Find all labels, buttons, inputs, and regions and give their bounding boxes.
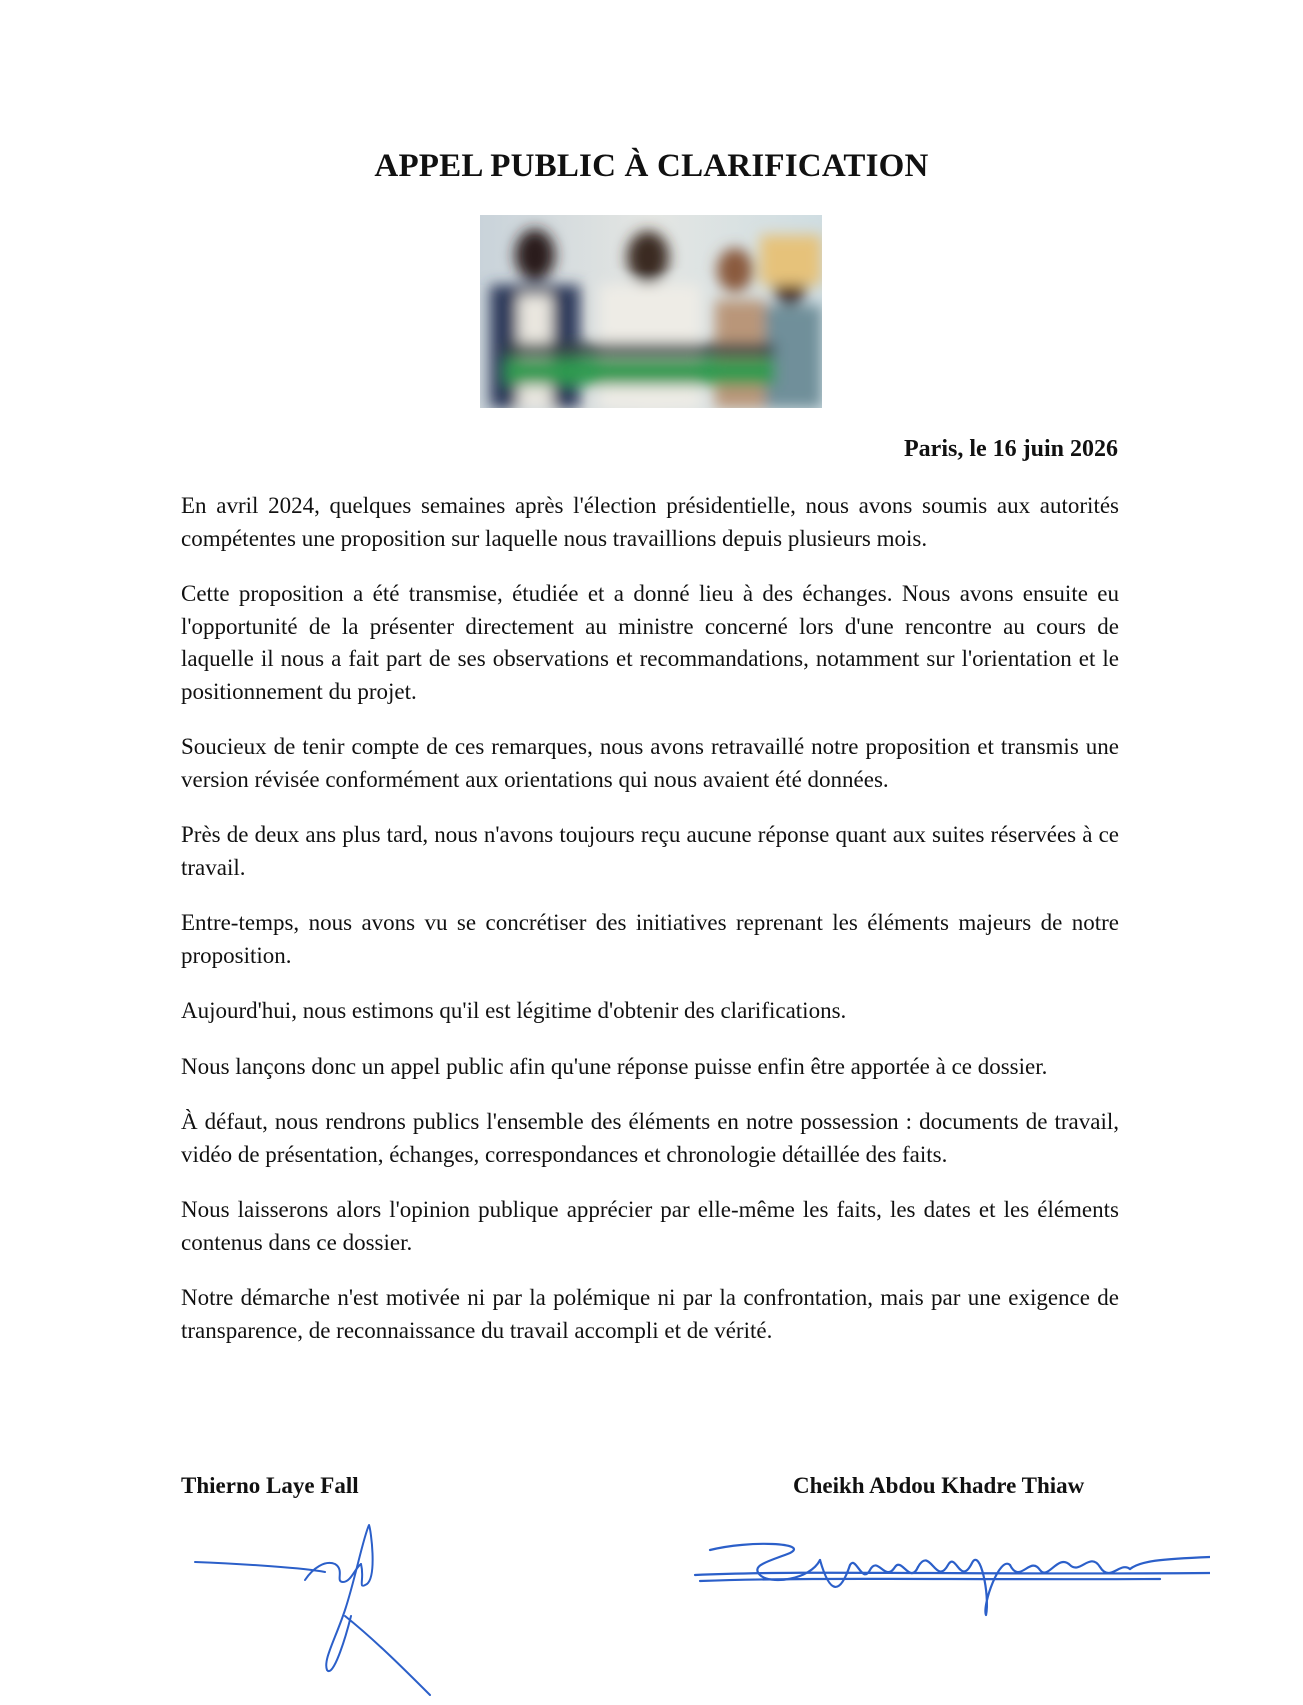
paragraph: Cette proposition a été transmise, étudiée et a donné lieu à des échanges. Nous avons ensuite eu l'opportunité de la présenter directement au ministre concerné lors d'une rencontre au cours de laquelle il nous a fait part de ses observations et recommandations, notamment sur l'orientation et le positionnement du projet. (181, 581, 1119, 704)
date-line: Paris, le 16 juin 2026 (904, 436, 1118, 462)
paragraph: Notre démarche n'est motivée ni par la polémique ni par la confrontation, mais par une exigence de transparence, de reconnaissance du travail accompli et de vérité. (181, 1285, 1119, 1343)
blurred-group-photo (480, 215, 822, 408)
document-title: APPEL PUBLIC À CLARIFICATION (374, 148, 929, 184)
paragraph: Près de deux ans plus tard, nous n'avons toujours reçu aucune réponse quant aux suites réservées à ce travail. (181, 822, 1119, 880)
paragraph: Soucieux de tenir compte de ces remarques, nous avons retravaillé notre proposition et transmis une version révisée conformément aux orientations qui nous avaient été données. (181, 734, 1119, 792)
signatory-name-right: Cheikh Abdou Khadre Thiaw (793, 1473, 1085, 1498)
paragraph: Aujourd'hui, nous estimons qu'il est légitime d'obtenir des clarifications. (181, 998, 847, 1023)
signatory-name-left: Thierno Laye Fall (181, 1473, 359, 1498)
letter-body (181, 490, 1119, 1370)
paragraph: Nous laisserons alors l'opinion publique apprécier par elle-même les faits, les dates et les éléments contenus dans ce dossier. (181, 1197, 1119, 1255)
paragraph: En avril 2024, quelques semaines après l'élection présidentielle, nous avons soumis aux autorités compétentes une proposition sur laquelle nous travaillions depuis plusieurs mois. (181, 493, 1119, 551)
paragraph: À défaut, nous rendrons publics l'ensemble des éléments en notre possession : documents de travail, vidéo de présentation, échanges, correspondances et chronologie détaillée des faits. (181, 1109, 1119, 1167)
paragraph: Nous lançons donc un appel public afin qu'une réponse puisse enfin être apportée à ce dossier. (181, 1053, 1048, 1079)
paragraph: Entre-temps, nous avons vu se concrétiser des initiatives reprenant les éléments majeurs de notre proposition. (181, 910, 1119, 968)
signature-right-icon (690, 1525, 1210, 1640)
signature-left-icon (185, 1520, 445, 1705)
